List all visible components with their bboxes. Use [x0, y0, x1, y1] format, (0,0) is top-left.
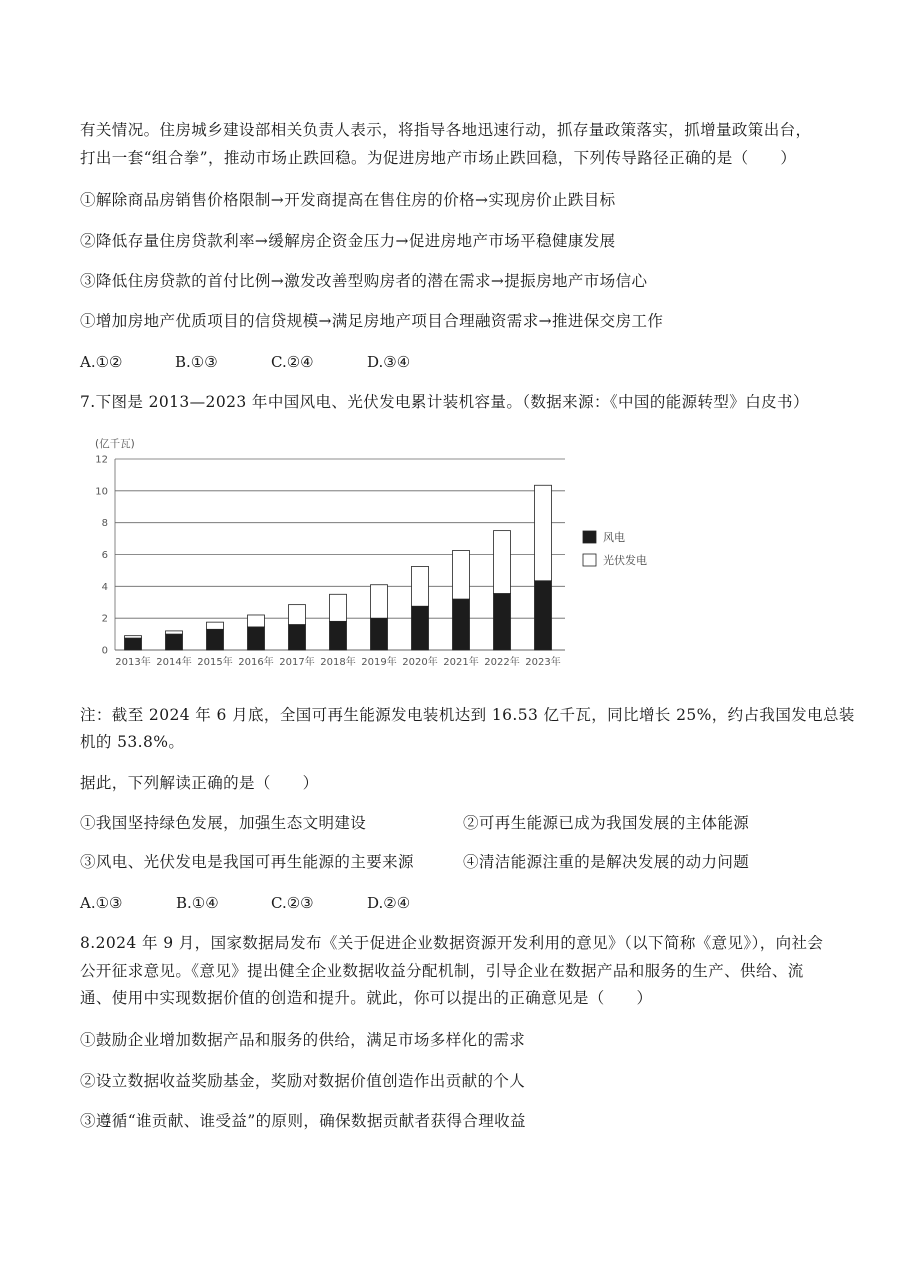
bar-solar-2018年: [330, 594, 347, 621]
bar-solar-2015年: [207, 622, 224, 629]
q6-option: ①解除商品房销售价格限制→开发商提高在售住房的价格→实现房价止跌目标: [80, 191, 616, 209]
bar-wind-2019年: [371, 618, 388, 650]
q6-answer-c: C.②④: [271, 353, 314, 371]
chart-svg: [85, 432, 675, 677]
q7-answer-d: D.②④: [367, 894, 411, 912]
bar-wind-2022年: [494, 593, 511, 650]
q7-answer-a: A.①③: [80, 894, 123, 912]
bar-solar-2021年: [453, 551, 470, 600]
q7-option: ③风电、光伏发电是我国可再生能源的主要来源: [80, 853, 414, 871]
bar-solar-2020年: [412, 566, 429, 606]
q6-stem-line: 有关情况。住房城乡建设部相关负责人表示，将指导各地迅速行动，抓存量政策落实，抓增量政策出台，: [80, 121, 812, 139]
y-tick-label: 10: [95, 486, 108, 498]
bar-solar-2016年: [248, 615, 265, 627]
chart-legend: [583, 530, 647, 567]
q7-stem: 7.下图是 2013—2023 年中国风电、光伏发电累计装机容量。（数据来源：《中国的能源转型》白皮书）: [80, 393, 809, 411]
x-tick-label: 2020年: [402, 657, 438, 668]
y-tick-label: 6: [101, 550, 108, 561]
legend-label-wind: 风电: [603, 531, 625, 544]
legend-swatch-solar: [583, 554, 596, 566]
x-tick-label: 2021年: [443, 657, 479, 668]
bar-solar-2017年: [289, 605, 306, 625]
x-tick-label: 2013年: [115, 657, 151, 668]
q8-option: ②设立数据收益奖励基金，奖励对数据价值创造作出贡献的个人: [80, 1072, 526, 1090]
q8-stem-line: 8.2024 年 9 月，国家数据局发布《关于促进企业数据资源开发利用的意见》（以下简称《意见》），向社会: [80, 934, 824, 952]
chart-bars: [125, 485, 552, 650]
q6-answer-b: B.①③: [175, 353, 218, 371]
legend-label-solar: 光伏发电: [603, 554, 647, 567]
bar-solar-2014年: [166, 631, 183, 634]
y-tick-label: 0: [101, 645, 108, 657]
q7-note-line: 机的 53.8%。: [80, 733, 185, 751]
x-tick-label: 2017年: [279, 657, 315, 668]
bar-wind-2023年: [535, 581, 552, 650]
x-tick-label: 2022年: [484, 657, 520, 668]
y-tick-label: 2: [101, 613, 108, 625]
legend-swatch-wind: [583, 531, 596, 543]
q8-stem-line: 公开征求意见。《意见》提出健全企业数据收益分配机制，引导企业在数据产品和服务的生产、供给、流: [80, 962, 804, 980]
y-tick-label: 12: [95, 454, 108, 466]
installed-capacity-chart: [85, 432, 675, 677]
q8-stem-line: 通、使用中实现数据价值的创造和提升。就此，你可以提出的正确意见是（ ）: [80, 989, 653, 1007]
bar-wind-2017年: [289, 625, 306, 650]
q6-option: ②降低存量住房贷款利率→缓解房企资金压力→促进房地产市场平稳健康发展: [80, 232, 616, 250]
q7-question: 据此，下列解读正确的是（ ）: [80, 774, 319, 792]
bar-wind-2015年: [207, 629, 224, 650]
x-tick-label: 2015年: [197, 657, 233, 668]
bar-solar-2013年: [125, 636, 142, 638]
bar-wind-2020年: [412, 606, 429, 650]
chart-y-axis-label: (亿千瓦): [95, 438, 135, 450]
bar-wind-2013年: [125, 638, 142, 650]
x-tick-label: 2016年: [238, 657, 274, 668]
bar-solar-2019年: [371, 585, 388, 618]
q6-answer-a: A.①②: [80, 353, 123, 371]
q7-option: ①我国坚持绿色发展，加强生态文明建设: [80, 814, 367, 832]
q8-option: ①鼓励企业增加数据产品和服务的供给，满足市场多样化的需求: [80, 1031, 526, 1049]
bar-wind-2018年: [330, 621, 347, 650]
bar-wind-2016年: [248, 627, 265, 650]
q7-answer-b: B.①④: [176, 894, 219, 912]
q7-note-line: 注：截至 2024 年 6 月底，全国可再生能源发电装机达到 16.53 亿千瓦，同比增长 25%，约占我国发电总装: [80, 706, 855, 724]
bar-solar-2022年: [494, 531, 511, 594]
q7-option: ④清洁能源注重的是解决发展的动力问题: [463, 853, 750, 871]
chart-axis-labels: [95, 455, 560, 669]
x-tick-label: 2018年: [320, 657, 356, 668]
y-tick-label: 8: [101, 518, 108, 530]
y-tick-label: 4: [101, 581, 108, 593]
x-tick-label: 2014年: [156, 657, 192, 668]
bar-wind-2014年: [166, 634, 183, 650]
x-tick-label: 2019年: [361, 657, 397, 668]
q7-option: ②可再生能源已成为我国发展的主体能源: [463, 814, 750, 832]
q7-answer-c: C.②③: [271, 894, 314, 912]
q6-answer-d: D.③④: [367, 353, 411, 371]
q8-option: ③遵循“谁贡献、谁受益”的原则，确保数据贡献者获得合理收益: [80, 1112, 526, 1130]
bar-wind-2021年: [453, 599, 470, 650]
bar-solar-2023年: [535, 485, 552, 581]
q6-stem-line: 打出一套“组合拳”，推动市场止跌回稳。为促进房地产市场止跌回稳，下列传导路径正确的是（ ）: [80, 149, 797, 167]
q6-option: ①增加房地产优质项目的信贷规模→满足房地产项目合理融资需求→推进保交房工作: [80, 312, 664, 330]
x-tick-label: 2023年: [525, 657, 561, 668]
q6-option: ③降低住房贷款的首付比例→激发改善型购房者的潜在需求→提振房地产市场信心: [80, 272, 648, 290]
